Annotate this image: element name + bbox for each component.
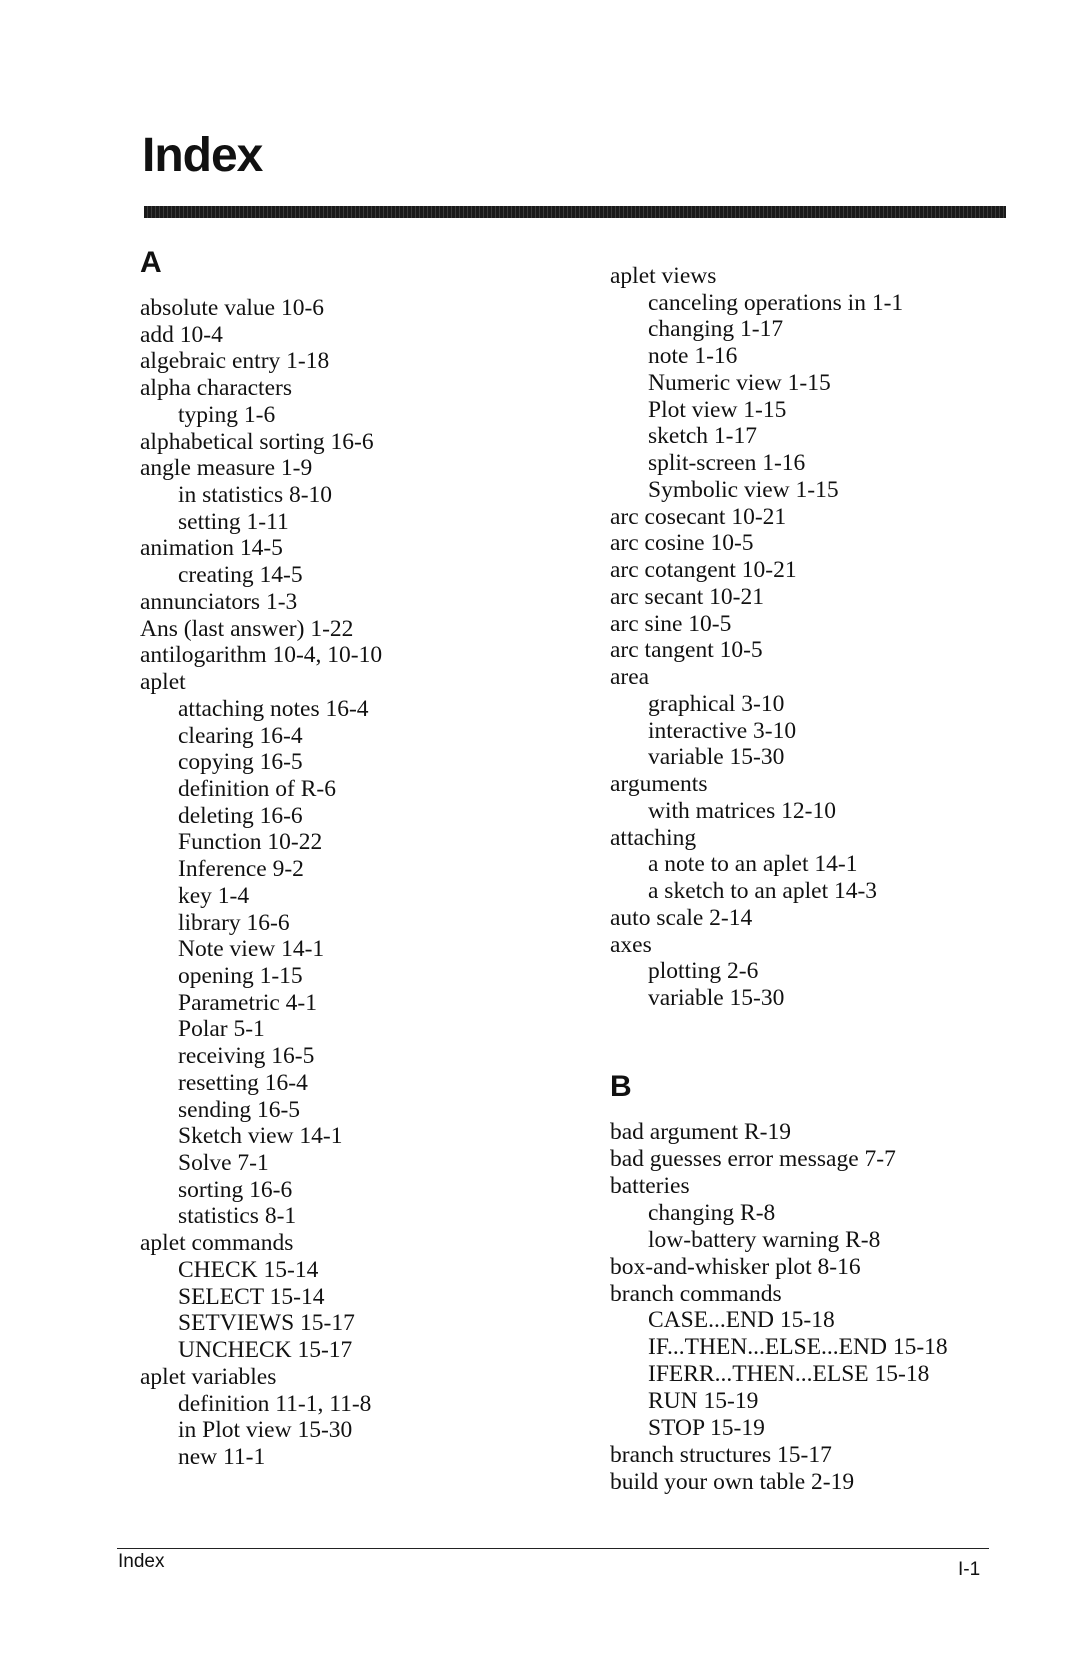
index-subentry: opening 1-15 [178, 963, 303, 989]
index-entry: aplet views [610, 263, 717, 289]
index-subentry: Parametric 4-1 [178, 989, 317, 1016]
index-subentry: split-screen 1-16 [648, 450, 806, 477]
index-subentry: receiving 16-5 [178, 1043, 315, 1070]
index-entry: aplet commands [140, 1230, 294, 1257]
index-subentry: with matrices 12-10 [648, 797, 836, 824]
footer-rule [117, 1548, 989, 1549]
index-entry: aplet variables [140, 1363, 277, 1390]
index-entry: batteries [610, 1172, 690, 1199]
index-entry: alphabetical sorting 16-6 [140, 428, 374, 455]
index-subentry: graphical 3-10 [648, 690, 785, 717]
section-letter-b: B [610, 1070, 632, 1103]
index-subentry: sending 16-5 [178, 1096, 301, 1123]
index-subentry: note 1-16 [648, 343, 738, 370]
index-subentry: interactive 3-10 [648, 717, 797, 744]
page-number: I-1 [958, 1559, 981, 1580]
index-subentry: sorting 16-6 [178, 1176, 293, 1203]
index-subentry: Plot view 1-15 [648, 396, 787, 423]
index-subentry: canceling operations in 1-1 [648, 289, 904, 316]
index-entry: antilogarithm 10-4, 10-10 [140, 642, 383, 669]
index-entry: branch structures 15-17 [610, 1442, 832, 1469]
section-letter-a: A [140, 246, 162, 279]
index-entry: bad guesses error message 7-7 [610, 1145, 896, 1172]
index-entry: attaching [610, 824, 697, 851]
index-subentry: a note to an aplet 14-1 [648, 851, 858, 878]
index-entry: arc cosecant 10-21 [610, 503, 787, 530]
index-subentry: sketch 1-17 [648, 423, 757, 450]
index-subentry: UNCHECK 15-17 [178, 1337, 353, 1364]
index-subentry: creating 14-5 [178, 562, 303, 589]
index-subentry: statistics 8-1 [178, 1203, 297, 1230]
index-subentry: key 1-4 [178, 882, 250, 909]
index-entry: box-and-whisker plot 8-16 [610, 1253, 861, 1280]
index-subentry: variable 15-30 [648, 744, 785, 771]
index-entry: build your own table 2-19 [610, 1468, 855, 1495]
index-entry: add 10-4 [140, 321, 223, 348]
index-entry: angle measure 1-9 [140, 455, 313, 482]
index-subentry: setting 1-11 [178, 508, 289, 535]
index-entry: arc secant 10-21 [610, 583, 764, 610]
index-subentry: clearing 16-4 [178, 722, 303, 749]
index-entry: annunciators 1-3 [140, 588, 298, 615]
index-subentry: definition 11-1, 11-8 [178, 1390, 372, 1417]
index-subentry: SELECT 15-14 [178, 1283, 325, 1310]
index-entry: arguments [610, 771, 708, 798]
index-entry: area [610, 664, 650, 691]
index-subentry: a sketch to an aplet 14-3 [648, 878, 878, 905]
index-subentry: Function 10-22 [178, 829, 323, 856]
index-subentry: SETVIEWS 15-17 [178, 1310, 355, 1337]
index-subentry: changing 1-17 [648, 316, 784, 343]
index-subentry: deleting 16-6 [178, 802, 303, 829]
title-rule [144, 206, 1006, 218]
index-subentry: library 16-6 [178, 909, 290, 936]
index-subentry: in statistics 8-10 [178, 482, 333, 509]
index-subentry: Solve 7-1 [178, 1150, 269, 1177]
index-entry: arc sine 10-5 [610, 610, 732, 637]
footer-label: Index [118, 1551, 165, 1572]
index-subentry: IF...THEN...ELSE...END 15-18 [648, 1334, 948, 1361]
index-entry: Ans (last answer) 1-22 [140, 615, 354, 642]
index-entry: branch commands [610, 1280, 782, 1307]
index-subentry: variable 15-30 [648, 984, 785, 1011]
index-subentry: copying 16-5 [178, 749, 303, 776]
index-subentry: plotting 2-6 [648, 958, 759, 985]
index-entry: alpha characters [140, 375, 292, 402]
index-subentry: Note view 14-1 [178, 936, 325, 963]
index-entry: arc cosine 10-5 [610, 530, 754, 557]
index-subentry: definition of R-6 [178, 775, 336, 802]
page-title: Index [142, 129, 263, 182]
index-subentry: Numeric view 1-15 [648, 369, 831, 396]
index-subentry: IFERR...THEN...ELSE 15-18 [648, 1361, 930, 1388]
index-subentry: RUN 15-19 [648, 1388, 759, 1415]
index-subentry: CASE...END 15-18 [648, 1307, 835, 1334]
index-entry: auto scale 2-14 [610, 904, 753, 931]
index-entry: animation 14-5 [140, 535, 283, 562]
index-subentry: Symbolic view 1-15 [648, 476, 839, 503]
index-entry: arc cotangent 10-21 [610, 557, 797, 584]
index-entry: algebraic entry 1-18 [140, 348, 330, 375]
index-entry: bad argument R-19 [610, 1119, 792, 1145]
index-subentry: in Plot view 15-30 [178, 1417, 353, 1444]
index-subentry: Sketch view 14-1 [178, 1123, 343, 1150]
index-subentry: attaching notes 16-4 [178, 695, 369, 722]
index-entry: absolute value 10-6 [140, 295, 325, 321]
index-entry: aplet [140, 669, 186, 696]
index-subentry: typing 1-6 [178, 401, 276, 428]
index-subentry: CHECK 15-14 [178, 1256, 319, 1283]
index-subentry: low-battery warning R-8 [648, 1226, 881, 1253]
index-subentry: STOP 15-19 [648, 1415, 765, 1442]
index-entry: axes [610, 931, 652, 958]
index-subentry: resetting 16-4 [178, 1069, 308, 1096]
index-subentry: Inference 9-2 [178, 856, 304, 883]
index-entry: arc tangent 10-5 [610, 637, 763, 664]
index-subentry: new 11-1 [178, 1443, 266, 1470]
index-subentry: Polar 5-1 [178, 1016, 265, 1043]
index-subentry: changing R-8 [648, 1199, 776, 1226]
